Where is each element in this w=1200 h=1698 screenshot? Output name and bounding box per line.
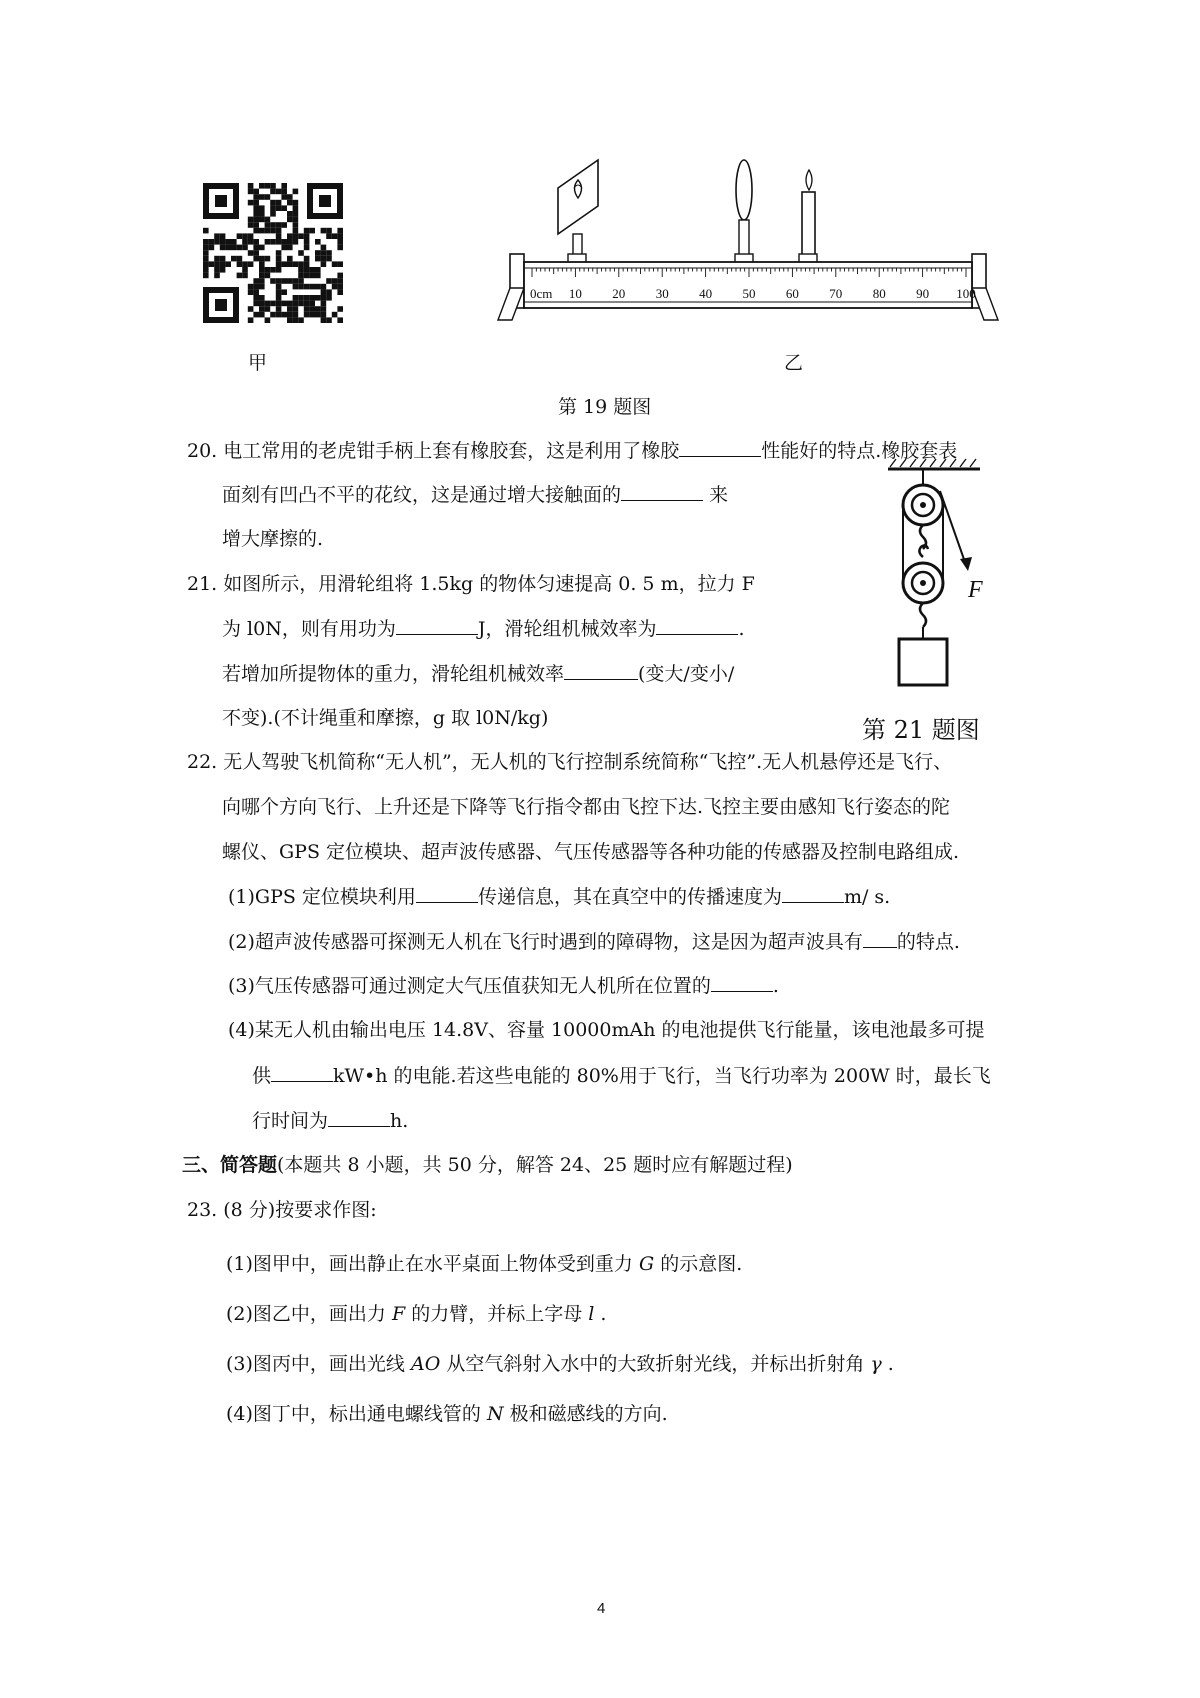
candle [802, 192, 815, 258]
q21-line4: 不变).(不计绳重和摩擦，g 取 l0N/kg) [222, 707, 549, 729]
q21-line1: 21. 如图所示，用滑轮组将 1.5kg 的物体匀速提高 0. 5 m，拉力 F [187, 573, 755, 595]
answer-blank[interactable] [328, 1108, 390, 1127]
answer-blank[interactable] [396, 616, 478, 635]
q22-sub4-line2: 供 kW•h 的电能.若这些电能的 80%用于飞行，当飞行功率为 200W 时，最长飞 [252, 1065, 991, 1087]
answer-blank[interactable] [711, 973, 773, 992]
weight-block [899, 639, 947, 685]
ruler-tick-label: 100 [956, 286, 976, 301]
convex-lens [736, 160, 752, 220]
q22-sub4-line1: (4)某无人机由输出电压 14.8V、容量 10000mAh 的电池提供飞行能量，该电池最多可提 [228, 1019, 985, 1041]
q22-line1: 22. 无人驾驶飞机简称“无人机”，无人机的飞行控制系统简称“飞控”.无人机悬停还是飞行、 [187, 751, 953, 773]
answer-blank[interactable] [416, 884, 478, 903]
answer-blank[interactable] [863, 929, 897, 948]
ruler-tick-label: 80 [872, 286, 886, 301]
pulley-system-diagram [880, 455, 990, 705]
force-label-F: F [968, 577, 983, 603]
ruler-tick-label: 10 [568, 286, 582, 301]
ruler-tick-label: 20 [612, 286, 626, 301]
answer-blank[interactable] [679, 438, 761, 457]
ruler-tick-label: 50 [742, 286, 756, 301]
ruler-tick-label: 40 [699, 286, 713, 301]
q22-line2: 向哪个方向飞行、上升还是下降等飞行指令都由飞控下达.飞控主要由感知飞行姿态的陀 [222, 796, 951, 818]
figure19-caption: 第 19 题图 [558, 396, 652, 418]
section3-heading: 三、简答题(本题共 8 小题，共 50 分，解答 24、25 题时应有解题过程) [182, 1154, 793, 1176]
q22-line3: 螺仪、GPS 定位模块、超声波传感器、气压传感器等各种功能的传感器及控制电路组成. [222, 841, 960, 863]
q20-line2: 面刻有凹凸不平的花纹，这是通过增大接触面的 来 [222, 484, 729, 506]
q20-line1: 20. 电工常用的老虎钳手柄上套有橡胶套，这是利用了橡胶 性能好的特点.橡胶套表 [187, 440, 958, 462]
q23-part2: (2)图乙中，画出力 F 的力臂，并标上字母 l . [226, 1303, 607, 1325]
q22-sub3: (3)气压传感器可通过测定大气压值获知无人机所在位置的 . [228, 975, 779, 997]
figure-label-jia: 甲 [248, 352, 268, 374]
optical-bench-diagram [488, 158, 1008, 328]
q23-heading: 23. (8 分)按要求作图: [187, 1199, 377, 1221]
ruler-tick-label: 30 [655, 286, 669, 301]
q22-sub1: (1)GPS 定位模块利用 传递信息，其在真空中的传播速度为 m/ s. [228, 886, 891, 908]
figure-label-yi: 乙 [784, 352, 804, 374]
q21-line2: 为 l0N，则有用功为 J，滑轮组机械效率为 . [222, 618, 745, 640]
ruler-tick-label: 0cm [530, 286, 553, 301]
q23-part1: (1)图甲中，画出静止在水平桌面上物体受到重力 G 的示意图. [226, 1253, 743, 1275]
candle-flame [806, 170, 812, 190]
page-number: 4 [597, 1600, 606, 1617]
answer-blank[interactable] [271, 1063, 333, 1082]
answer-blank[interactable] [782, 884, 844, 903]
q21-line3: 若增加所提物体的重力，滑轮组机械效率 (变大/变小/ [222, 663, 735, 685]
q20-line3: 增大摩擦的. [222, 528, 324, 550]
ruler-tick-label: 90 [916, 286, 930, 301]
answer-blank[interactable] [656, 616, 738, 635]
q23-part4: (4)图丁中，标出通电螺线管的 N 极和磁感线的方向. [226, 1403, 668, 1425]
answer-blank[interactable] [621, 482, 703, 501]
q22-sub2: (2)超声波传感器可探测无人机在飞行时遇到的障碍物，这是因为超声波具有 的特点. [228, 931, 960, 953]
q22-sub4-line3: 行时间为 h. [252, 1110, 409, 1132]
figure21-caption: 第 21 题图 [862, 716, 980, 744]
ruler-tick-label: 60 [785, 286, 799, 301]
qr-code-image [203, 183, 343, 323]
answer-blank[interactable] [564, 661, 638, 680]
ruler-tick-label: 70 [829, 286, 843, 301]
q23-part3: (3)图丙中，画出光线 AO 从空气斜射入水中的大致折射光线，并标出折射角 γ . [226, 1353, 894, 1375]
